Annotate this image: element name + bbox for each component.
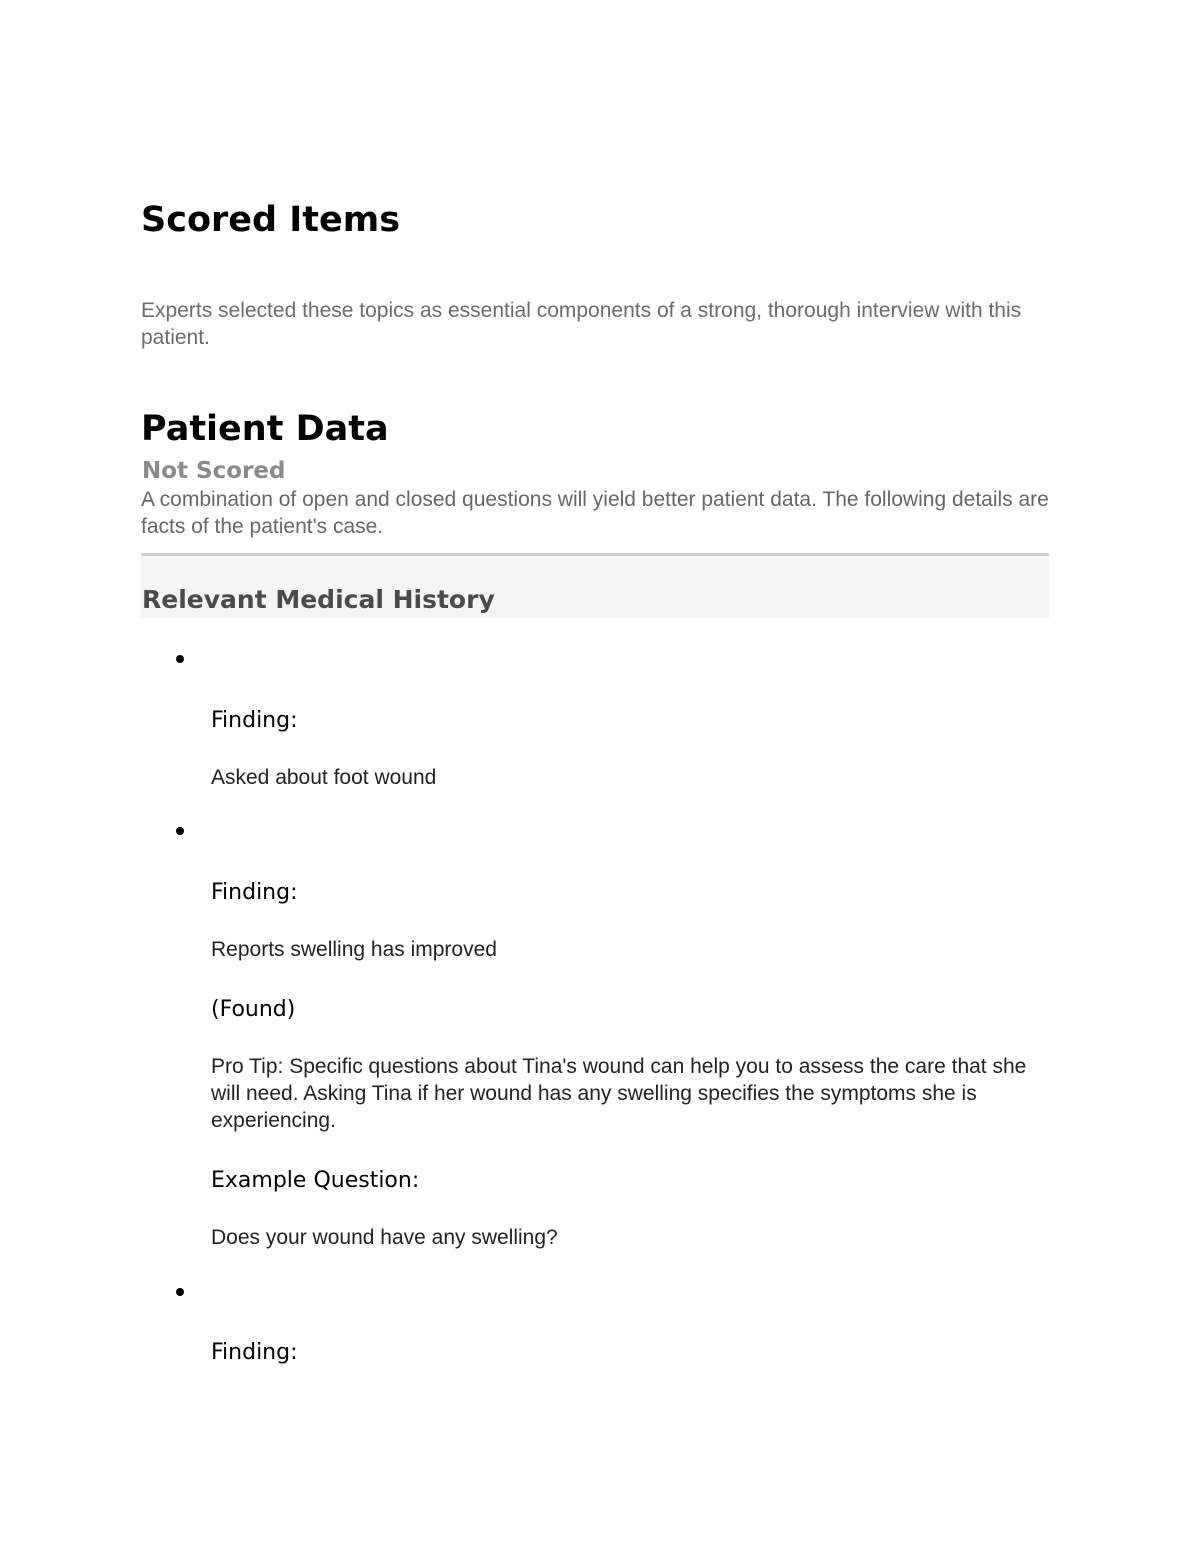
- not-scored-label: Not Scored: [142, 458, 286, 484]
- found-label: (Found): [211, 997, 296, 1022]
- bullet-icon: [176, 827, 184, 835]
- relevant-medical-history-heading: Relevant Medical History: [142, 585, 495, 614]
- finding-label: Finding:: [211, 708, 298, 733]
- patient-data-description: A combination of open and closed questions will yield better patient data. The following details are facts of the patient's case.: [141, 488, 1049, 538]
- bullet-icon: [176, 655, 184, 663]
- pro-tip-text: Pro Tip: Specific questions about Tina's wound can help you to assess the care that she will need. Asking Tina if her wound has any swelling specifies the symptoms she is experiencing.: [211, 1055, 1027, 1132]
- example-question-text: Does your wound have any swelling?: [211, 1226, 558, 1249]
- finding-label: Finding:: [211, 1340, 298, 1365]
- finding-label: Finding:: [211, 880, 298, 905]
- example-question-label: Example Question:: [211, 1168, 420, 1193]
- finding-text: Asked about foot wound: [211, 766, 437, 789]
- bullet-icon: [176, 1288, 184, 1296]
- patient-data-heading: Patient Data: [141, 409, 389, 449]
- scored-items-description: Experts selected these topics as essential components of a strong, thorough interview with this patient.: [141, 299, 1022, 349]
- finding-text: Reports swelling has improved: [211, 938, 497, 961]
- scored-items-heading: Scored Items: [141, 200, 401, 240]
